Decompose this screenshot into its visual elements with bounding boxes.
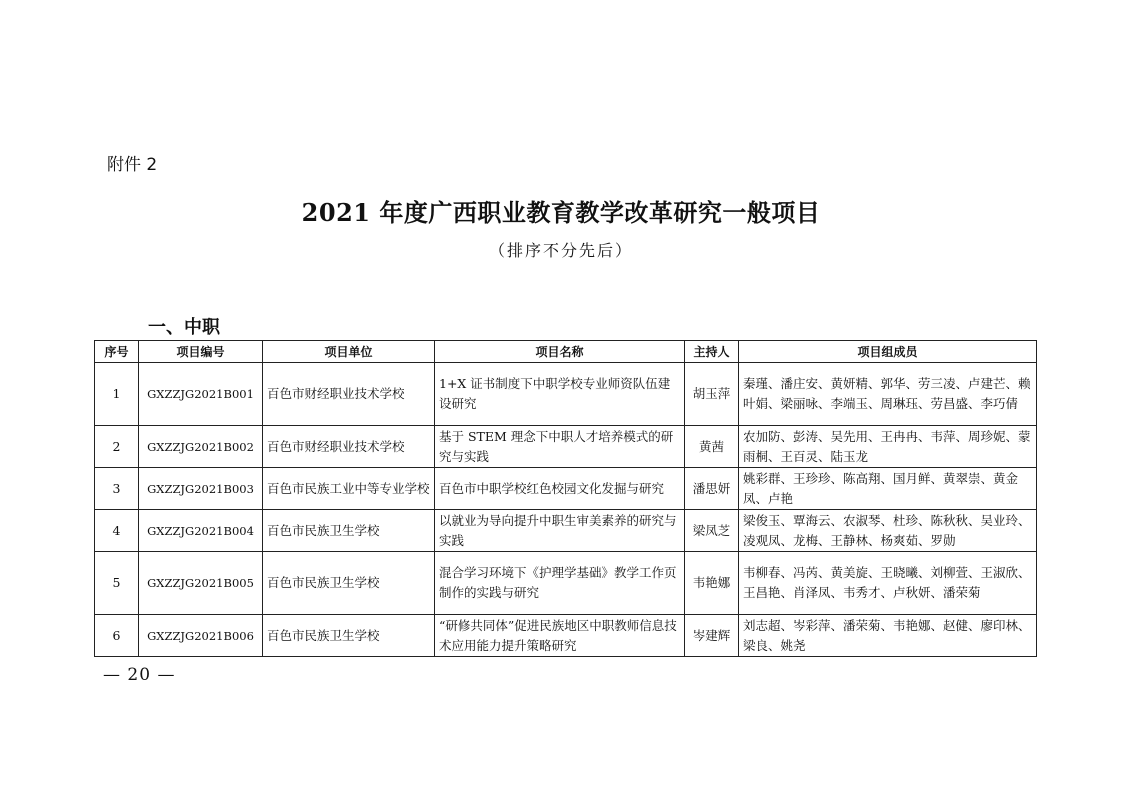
column-header-code: 项目编号 bbox=[139, 341, 263, 363]
cell-members: 农加防、彭涛、吴先用、王冉冉、韦萍、周珍妮、蒙雨桐、王百灵、陆玉龙 bbox=[739, 426, 1037, 468]
cell-unit: 百色市民族卫生学校 bbox=[263, 510, 435, 552]
cell-code: GXZZJG2021B005 bbox=[139, 552, 263, 615]
cell-members: 梁俊玉、覃海云、农淑琴、杜珍、陈秋秋、吴业玲、凌观凤、龙梅、王静林、杨爽茹、罗勋 bbox=[739, 510, 1037, 552]
cell-no: 3 bbox=[95, 468, 139, 510]
cell-members: 姚彩群、王珍珍、陈高翔、国月鲜、黄翠崇、黄金凤、卢艳 bbox=[739, 468, 1037, 510]
cell-name: 1+X 证书制度下中职学校专业师资队伍建设研究 bbox=[435, 363, 685, 426]
table-row bbox=[95, 552, 1037, 615]
table-row bbox=[95, 426, 1037, 468]
table-header-row bbox=[95, 341, 1037, 363]
table-row bbox=[95, 615, 1037, 657]
cell-code: GXZZJG2021B001 bbox=[139, 363, 263, 426]
cell-leader: 黄茜 bbox=[685, 426, 739, 468]
cell-name: 基于 STEM 理念下中职人才培养模式的研究与实践 bbox=[435, 426, 685, 468]
cell-unit: 百色市民族工业中等专业学校 bbox=[263, 468, 435, 510]
cell-unit: 百色市民族卫生学校 bbox=[263, 615, 435, 657]
table-row bbox=[95, 363, 1037, 426]
cell-name: 百色市中职学校红色校园文化发掘与研究 bbox=[435, 468, 685, 510]
cell-name: “研修共同体”促进民族地区中职教师信息技术应用能力提升策略研究 bbox=[435, 615, 685, 657]
page-number: — 20 — bbox=[103, 665, 176, 685]
cell-no: 2 bbox=[95, 426, 139, 468]
cell-unit: 百色市财经职业技术学校 bbox=[263, 426, 435, 468]
cell-no: 6 bbox=[95, 615, 139, 657]
cell-members: 秦瑾、潘庄安、黄妍精、郭华、劳三凌、卢建芒、赖叶娟、梁丽咏、李端玉、周琳珏、劳昌盛、李巧倩 bbox=[739, 363, 1037, 426]
cell-members: 韦柳春、冯芮、黄美旋、王晓曦、刘柳萱、王淑欣、王昌艳、肖泽凤、韦秀才、卢秋妍、潘荣菊 bbox=[739, 552, 1037, 615]
column-header-leader: 主持人 bbox=[685, 341, 739, 363]
cell-unit: 百色市财经职业技术学校 bbox=[263, 363, 435, 426]
column-header-unit: 项目单位 bbox=[263, 341, 435, 363]
cell-no: 5 bbox=[95, 552, 139, 615]
cell-unit: 百色市民族卫生学校 bbox=[263, 552, 435, 615]
cell-leader: 梁凤芝 bbox=[685, 510, 739, 552]
column-header-members: 项目组成员 bbox=[739, 341, 1037, 363]
document-title: 2021 年度广西职业教育教学改革研究一般项目 bbox=[301, 198, 821, 227]
cell-code: GXZZJG2021B002 bbox=[139, 426, 263, 468]
cell-name: 以就业为导向提升中职生审美素养的研究与实践 bbox=[435, 510, 685, 552]
table-row bbox=[95, 510, 1037, 552]
cell-code: GXZZJG2021B003 bbox=[139, 468, 263, 510]
column-header-name: 项目名称 bbox=[435, 341, 685, 363]
cell-leader: 潘思妍 bbox=[685, 468, 739, 510]
cell-members: 刘志超、岑彩萍、潘荣菊、韦艳娜、赵健、廖印林、梁良、姚尧 bbox=[739, 615, 1037, 657]
cell-name: 混合学习环境下《护理学基础》教学工作页制作的实践与研究 bbox=[435, 552, 685, 615]
projects-table bbox=[94, 340, 1037, 657]
cell-leader: 胡玉萍 bbox=[685, 363, 739, 426]
cell-code: GXZZJG2021B006 bbox=[139, 615, 263, 657]
document-subtitle: （排序不分先后） bbox=[488, 241, 633, 260]
table-row bbox=[95, 468, 1037, 510]
cell-no: 1 bbox=[95, 363, 139, 426]
column-header-no: 序号 bbox=[95, 341, 139, 363]
attachment-label: 附件 2 bbox=[107, 155, 158, 175]
cell-leader: 韦艳娜 bbox=[685, 552, 739, 615]
cell-leader: 岑建辉 bbox=[685, 615, 739, 657]
cell-no: 4 bbox=[95, 510, 139, 552]
cell-code: GXZZJG2021B004 bbox=[139, 510, 263, 552]
section-heading: 一、中职 bbox=[148, 317, 220, 338]
